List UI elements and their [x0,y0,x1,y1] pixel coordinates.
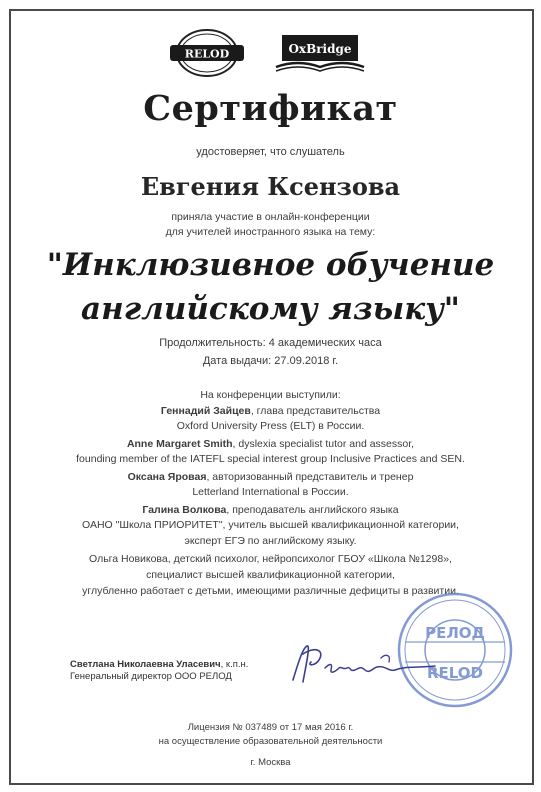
speaker-1-name: Геннадий Зайцев [160,405,251,417]
speaker-2-name: Anne Margaret Smith [126,438,233,450]
speaker-5-line-1: Ольга Новикова, детский психолог, нейропсихолог ГБОУ «Школа №1298», [89,553,452,565]
speakers-heading: На конференции выступили: [200,389,341,401]
participation-line-1: приняла участие в онлайн-конференции [171,211,370,223]
license-line-2: на осуществление образовательной деятельности [158,736,383,747]
speaker-4-line-2: ОАНО "Школа ПРИОРИТЕТ", учитель высшей квалификационной категории, [82,519,459,531]
speaker-1-line-2: Oxford University Press (ELT) в России. [176,420,365,432]
signatory-position: Генеральный директор ООО РЕЛОД [70,671,232,682]
speaker-4 [0,504,541,516]
handwritten-signature [285,640,445,690]
speaker-5-line-2: специалист высшей квалификационной категории, [146,569,395,581]
speaker-4-role: , преподаватель английского языка [226,504,399,516]
speaker-4-name: Галина Волкова [142,504,227,516]
certificate-title: Сертификат [143,88,398,129]
signatory-degree: , к.п.н. [220,659,249,670]
speaker-2-role: , dyslexia specialist tutor and assessor, [232,438,415,450]
speaker-5-line-3: углубленно работает с детьми, имеющими различные дефициты в развитии. [82,585,459,597]
participation-line-2: для учителей иностранного языка на тему: [165,226,376,238]
speaker-3 [0,471,541,483]
issue-date: Дата выдачи: 27.09.2018 г. [202,355,339,367]
speaker-1 [0,405,541,417]
recipient-name: Евгения Ксензова [140,172,401,201]
svg-text:OxBridge: OxBridge [288,42,352,56]
stamp-text-bottom: RELOD [426,664,484,682]
topic-line-2: английскому языку" [81,291,460,327]
signatory-name [70,659,248,670]
city: г. Москва [250,757,291,768]
speaker-2 [0,438,541,450]
speaker-3-line-2: Letterland International в России. [192,486,349,498]
topic-line-1: "Инклюзивное обучение [46,247,495,283]
speaker-4-line-3: эксперт ЕГЭ по английскому языку. [184,535,357,547]
speaker-1-role: , глава представительства [250,405,381,417]
duration-text: Продолжительность: 4 академических часа [159,337,382,349]
oxbridge-logo [272,33,368,73]
license-line-1: Лицензия № 037489 от 17 мая 2016 г. [187,722,354,733]
svg-text:RELOD: RELOD [184,47,230,61]
stamp-text-top: РЕЛОД [425,624,485,642]
signatory-full-name: Светлана Николаевна Уласевич [70,659,221,670]
certifies-text: удостоверяет, что слушатель [196,146,345,158]
speaker-3-role: , авторизованный представитель и тренер [206,471,414,483]
speaker-3-name: Оксана Яровая [127,471,207,483]
speaker-2-line-2: founding member of the IATEFL special interest group Inclusive Practices and SEN. [76,453,465,465]
relod-logo [168,28,246,78]
